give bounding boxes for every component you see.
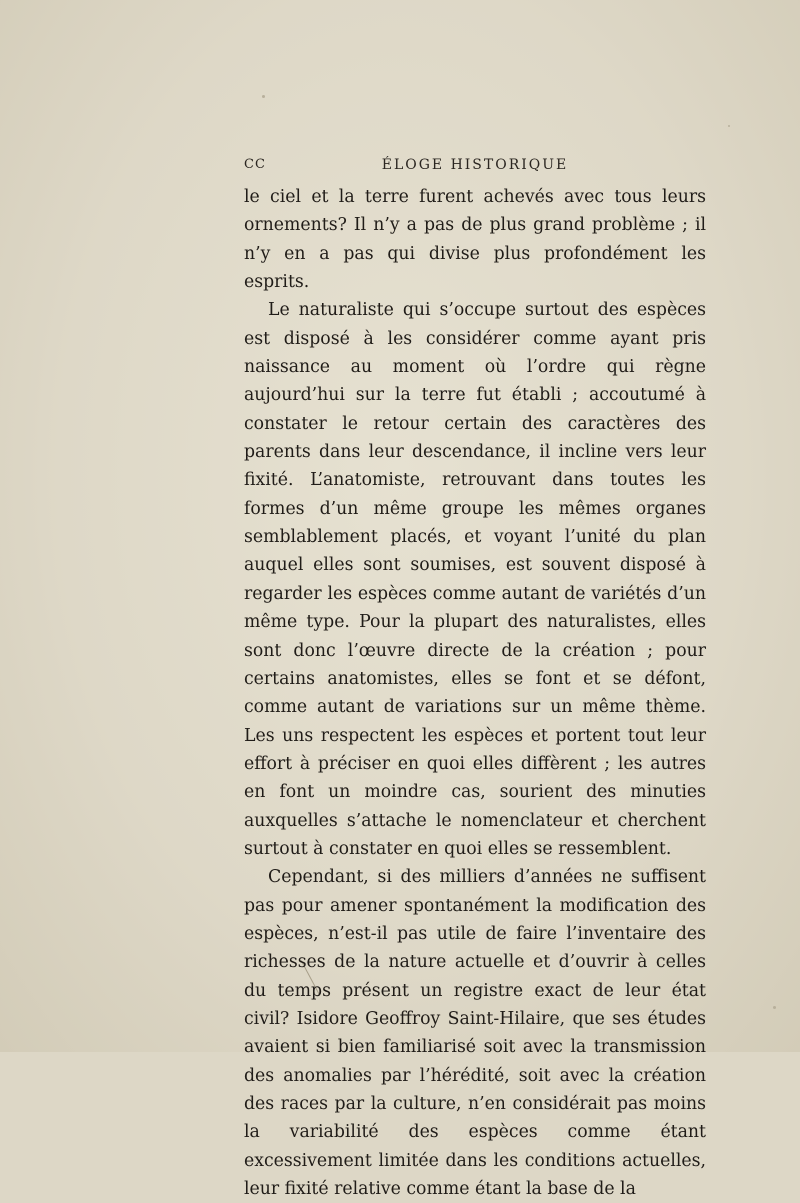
paper-speck	[262, 95, 265, 98]
paper-speck	[773, 1006, 776, 1009]
paragraph: Cependant, si des milliers d’années ne suffisent pas pour amener spontanément la modification des espèces, n’est-il pas utile de faire l’inventaire des richesses de la nature actuelle et d’ouvrir à celles du temps présent un registre exact de leur état civil? Isidore Geoffroy Saint-Hilaire, que ses études avaient si bien familiarisé soit avec la transmission des anomalies par l’hérédité, soit avec la création des races par la culture, n’en considérait pas moins la variabilité des espèces comme étant excessivement limitée dans les conditions actuelles, leur fixité relative comme étant la base de la	[244, 867, 706, 1200]
page-header	[244, 157, 706, 177]
paper-speck	[728, 125, 730, 127]
page-number: CC	[244, 157, 266, 172]
body-text	[244, 183, 706, 1203]
paragraph: le ciel et la terre furent achevés avec tous leurs ornements? Il n’y a pas de plus grand problème ; il n’y en a pas qui divise plus profondément les esprits.	[244, 187, 706, 293]
running-title: ÉLOGE HISTORIQUE	[381, 157, 569, 173]
paragraph: Le naturaliste qui s’occupe surtout des espèces est disposé à les considérer comme ayant pris naissance au moment où l’ordre qui règne aujourd’hui sur la terre fut établi ; accoutumé à constater le retour certain des caractères des parents dans leur descendance, il incline vers leur fixité. L’anatomiste, retrouvant dans toutes les formes d’un même groupe les mêmes organes semblablement placés, et voyant l’unité du plan auquel elles sont soumises, est souvent disposé à regarder les espèces comme autant de variétés d’un même type. Pour la plupart des naturalistes, elles sont donc l’œuvre directe de la création ; pour certains anatomistes, elles se font et se défont, comme autant de variations sur un même thème. Les uns respectent les espèces et portent tout leur effort à préciser en quoi elles diffèrent ; les autres en font un moindre cas, sourient des minuties auxquelles s’attache le nomenclateur et cherchent surtout à constater en quoi elles se ressemblent.	[244, 300, 706, 859]
